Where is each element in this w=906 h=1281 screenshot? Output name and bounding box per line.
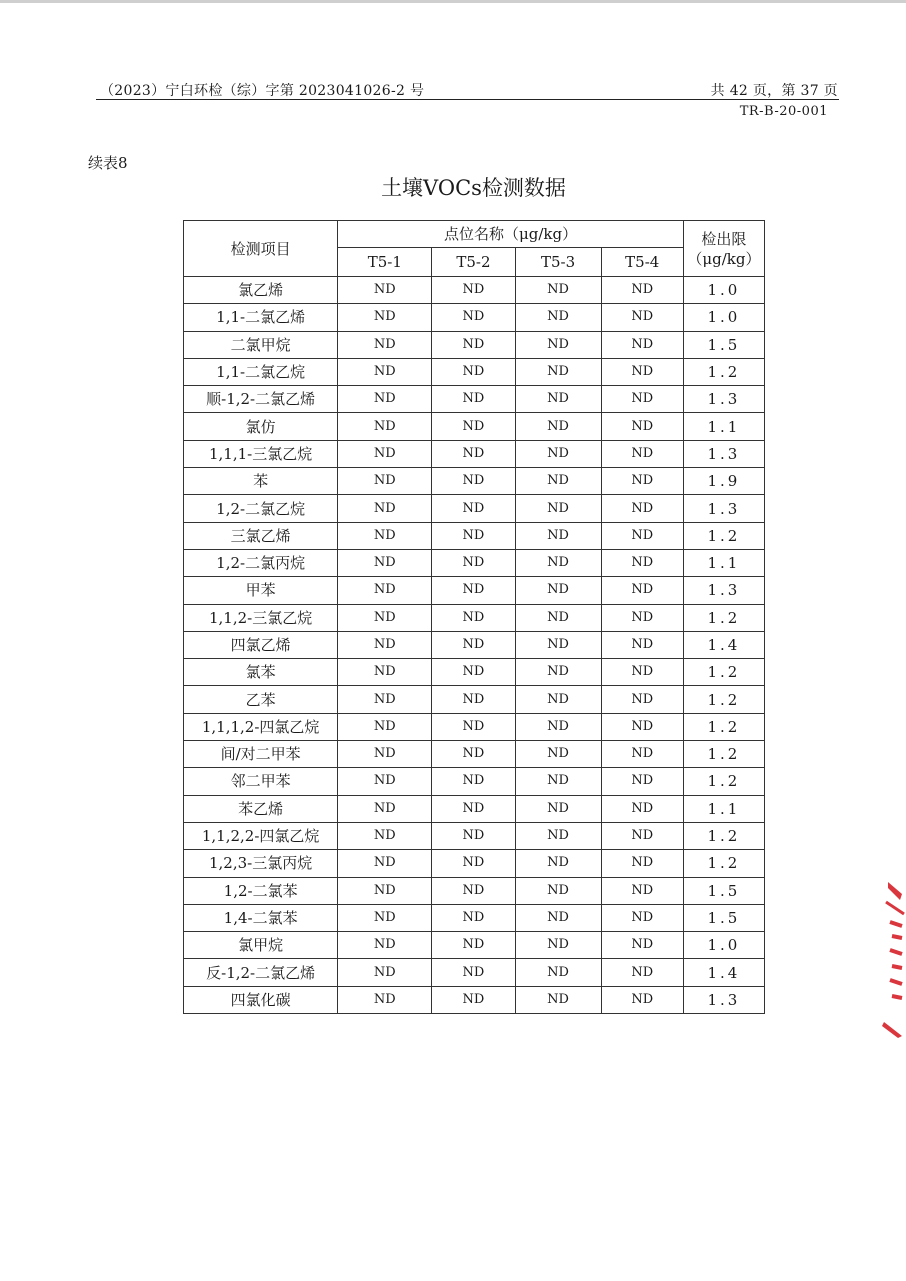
analyte-name: 氯甲烷	[184, 932, 338, 959]
result-value: ND	[601, 468, 683, 495]
table-row	[184, 468, 765, 495]
detection-limit: 1.3	[683, 577, 764, 604]
detection-limit: 1.5	[683, 877, 764, 904]
result-value: ND	[601, 877, 683, 904]
result-value: ND	[432, 604, 515, 631]
analyte-name: 甲苯	[184, 577, 338, 604]
table-row	[184, 932, 765, 959]
result-value: ND	[515, 795, 601, 822]
table-title: 土壤VOCs检测数据	[381, 176, 566, 200]
detection-limit: 1.3	[683, 986, 764, 1013]
analyte-name: 四氯乙烯	[184, 631, 338, 658]
result-value: ND	[338, 959, 432, 986]
table-row	[184, 604, 765, 631]
table-row	[184, 577, 765, 604]
result-value: ND	[515, 986, 601, 1013]
table-row	[184, 277, 765, 304]
result-value: ND	[338, 495, 432, 522]
result-value: ND	[601, 304, 683, 331]
result-value: ND	[432, 850, 515, 877]
result-value: ND	[432, 331, 515, 358]
result-value: ND	[338, 304, 432, 331]
analyte-name: 1,2-二氯苯	[184, 877, 338, 904]
detection-limit: 1.1	[683, 413, 764, 440]
detection-limit: 1.3	[683, 386, 764, 413]
table-row	[184, 877, 765, 904]
result-value: ND	[601, 277, 683, 304]
result-value: ND	[432, 741, 515, 768]
result-value: ND	[432, 304, 515, 331]
table-row	[184, 795, 765, 822]
result-value: ND	[515, 686, 601, 713]
result-value: ND	[432, 686, 515, 713]
table-row	[184, 904, 765, 931]
point-header: T5-4	[601, 248, 683, 277]
result-value: ND	[601, 577, 683, 604]
result-value: ND	[432, 386, 515, 413]
limit-header	[683, 221, 764, 277]
table-row	[184, 713, 765, 740]
result-value: ND	[432, 468, 515, 495]
item-header: 检测项目	[184, 221, 338, 277]
result-value: ND	[515, 358, 601, 385]
result-value: ND	[515, 604, 601, 631]
result-value: ND	[338, 440, 432, 467]
result-value: ND	[432, 768, 515, 795]
result-value: ND	[432, 659, 515, 686]
table-row	[184, 331, 765, 358]
result-value: ND	[515, 577, 601, 604]
analyte-name: 1,1,2-三氯乙烷	[184, 604, 338, 631]
result-value: ND	[432, 713, 515, 740]
analyte-name: 1,1-二氯乙烯	[184, 304, 338, 331]
table-row	[184, 959, 765, 986]
table-row	[184, 686, 765, 713]
result-value: ND	[601, 795, 683, 822]
result-value: ND	[601, 768, 683, 795]
result-value: ND	[432, 986, 515, 1013]
result-value: ND	[432, 822, 515, 849]
result-value: ND	[338, 659, 432, 686]
continued-table-label: 续表8	[88, 154, 128, 172]
result-value: ND	[338, 850, 432, 877]
analyte-name: 氯苯	[184, 659, 338, 686]
report-number: （2023）宁白环检（综）字第 2023041026-2 号	[100, 83, 425, 99]
detection-limit: 1.4	[683, 959, 764, 986]
analyte-name: 间/对二甲苯	[184, 741, 338, 768]
result-value: ND	[432, 522, 515, 549]
limit-header-line1: 检出限	[701, 229, 747, 248]
result-value: ND	[601, 331, 683, 358]
result-value: ND	[601, 904, 683, 931]
result-value: ND	[338, 577, 432, 604]
analyte-name: 1,1-二氯乙烷	[184, 358, 338, 385]
analyte-name: 三氯乙烯	[184, 522, 338, 549]
table-row	[184, 850, 765, 877]
result-value: ND	[432, 440, 515, 467]
result-value: ND	[515, 549, 601, 576]
table-body	[184, 277, 765, 1014]
result-value: ND	[515, 741, 601, 768]
result-value: ND	[601, 413, 683, 440]
result-value: ND	[515, 413, 601, 440]
result-value: ND	[338, 386, 432, 413]
analyte-name: 1,2-二氯丙烷	[184, 549, 338, 576]
result-value: ND	[515, 659, 601, 686]
point-header: T5-3	[515, 248, 601, 277]
result-value: ND	[515, 631, 601, 658]
table-row	[184, 822, 765, 849]
result-value: ND	[515, 495, 601, 522]
result-value: ND	[432, 413, 515, 440]
detection-limit: 1.2	[683, 850, 764, 877]
result-value: ND	[338, 768, 432, 795]
analyte-name: 1,1,2,2-四氯乙烷	[184, 822, 338, 849]
detection-limit: 1.2	[683, 822, 764, 849]
result-value: ND	[601, 713, 683, 740]
analyte-name: 苯	[184, 468, 338, 495]
analyte-name: 1,1,1-三氯乙烷	[184, 440, 338, 467]
scan-top-edge	[0, 0, 906, 3]
result-value: ND	[338, 277, 432, 304]
detection-limit: 1.2	[683, 686, 764, 713]
result-value: ND	[432, 795, 515, 822]
detection-limit: 1.4	[683, 631, 764, 658]
result-value: ND	[515, 386, 601, 413]
result-value: ND	[515, 277, 601, 304]
red-seal-stamp-edge	[880, 880, 906, 1040]
analyte-name: 顺-1,2-二氯乙烯	[184, 386, 338, 413]
detection-limit: 1.0	[683, 277, 764, 304]
result-value: ND	[515, 331, 601, 358]
document-code: TR-B-20-001	[739, 104, 828, 119]
table-row	[184, 386, 765, 413]
points-header: 点位名称（μg/kg）	[338, 221, 684, 248]
result-value: ND	[601, 850, 683, 877]
detection-limit: 1.1	[683, 795, 764, 822]
analyte-name: 氯乙烯	[184, 277, 338, 304]
detection-limit: 1.2	[683, 522, 764, 549]
result-value: ND	[601, 604, 683, 631]
analyte-name: 1,2,3-三氯丙烷	[184, 850, 338, 877]
result-value: ND	[338, 795, 432, 822]
result-value: ND	[515, 904, 601, 931]
result-value: ND	[432, 631, 515, 658]
detection-limit: 1.5	[683, 904, 764, 931]
result-value: ND	[338, 468, 432, 495]
table-row	[184, 522, 765, 549]
result-value: ND	[601, 358, 683, 385]
detection-limit: 1.2	[683, 713, 764, 740]
page-info: 共 42 页，第 37 页	[710, 83, 838, 99]
detection-limit: 1.2	[683, 604, 764, 631]
result-value: ND	[338, 713, 432, 740]
result-value: ND	[601, 986, 683, 1013]
detection-limit: 1.9	[683, 468, 764, 495]
result-value: ND	[515, 440, 601, 467]
result-value: ND	[515, 850, 601, 877]
detection-limit: 1.2	[683, 358, 764, 385]
analyte-name: 1,2-二氯乙烷	[184, 495, 338, 522]
result-value: ND	[601, 549, 683, 576]
analyte-name: 1,1,1,2-四氯乙烷	[184, 713, 338, 740]
result-value: ND	[338, 631, 432, 658]
result-value: ND	[338, 604, 432, 631]
table-row	[184, 768, 765, 795]
result-value: ND	[338, 904, 432, 931]
result-value: ND	[601, 822, 683, 849]
result-value: ND	[432, 495, 515, 522]
result-value: ND	[515, 522, 601, 549]
detection-limit: 1.0	[683, 932, 764, 959]
result-value: ND	[601, 386, 683, 413]
result-value: ND	[338, 549, 432, 576]
result-value: ND	[338, 413, 432, 440]
point-header: T5-2	[432, 248, 515, 277]
result-value: ND	[601, 440, 683, 467]
table-row	[184, 549, 765, 576]
table-row	[184, 413, 765, 440]
analyte-name: 1,4-二氯苯	[184, 904, 338, 931]
detection-limit: 1.2	[683, 768, 764, 795]
result-value: ND	[601, 932, 683, 959]
result-value: ND	[338, 877, 432, 904]
result-value: ND	[515, 932, 601, 959]
result-value: ND	[338, 522, 432, 549]
detection-limit: 1.3	[683, 495, 764, 522]
result-value: ND	[432, 877, 515, 904]
result-value: ND	[601, 495, 683, 522]
table-row	[184, 659, 765, 686]
detection-limit: 1.3	[683, 440, 764, 467]
result-value: ND	[432, 904, 515, 931]
header-divider	[96, 99, 839, 100]
result-value: ND	[338, 741, 432, 768]
limit-header-line2: （μg/kg）	[687, 249, 761, 268]
table-row	[184, 631, 765, 658]
result-value: ND	[432, 932, 515, 959]
analyte-name: 反-1,2-二氯乙烯	[184, 959, 338, 986]
result-value: ND	[601, 659, 683, 686]
table-row	[184, 986, 765, 1013]
result-value: ND	[601, 522, 683, 549]
analyte-name: 四氯化碳	[184, 986, 338, 1013]
result-value: ND	[601, 959, 683, 986]
analyte-name: 氯仿	[184, 413, 338, 440]
table-row	[184, 440, 765, 467]
result-value: ND	[432, 358, 515, 385]
detection-limit: 1.2	[683, 741, 764, 768]
analyte-name: 乙苯	[184, 686, 338, 713]
point-header: T5-1	[338, 248, 432, 277]
detection-limit: 1.1	[683, 549, 764, 576]
result-value: ND	[601, 741, 683, 768]
result-value: ND	[432, 549, 515, 576]
table-row	[184, 358, 765, 385]
result-value: ND	[338, 358, 432, 385]
result-value: ND	[432, 959, 515, 986]
result-value: ND	[338, 932, 432, 959]
result-value: ND	[338, 822, 432, 849]
result-value: ND	[338, 986, 432, 1013]
result-value: ND	[515, 768, 601, 795]
analyte-name: 邻二甲苯	[184, 768, 338, 795]
table-row	[184, 741, 765, 768]
result-value: ND	[432, 577, 515, 604]
result-value: ND	[432, 277, 515, 304]
result-value: ND	[515, 877, 601, 904]
analyte-name: 二氯甲烷	[184, 331, 338, 358]
detection-limit: 1.0	[683, 304, 764, 331]
result-value: ND	[601, 631, 683, 658]
detection-limit: 1.5	[683, 331, 764, 358]
result-value: ND	[515, 713, 601, 740]
result-value: ND	[338, 331, 432, 358]
table-row	[184, 304, 765, 331]
result-value: ND	[515, 959, 601, 986]
result-value: ND	[515, 304, 601, 331]
result-value: ND	[515, 822, 601, 849]
voc-data-table	[183, 220, 765, 1014]
result-value: ND	[601, 686, 683, 713]
result-value: ND	[338, 686, 432, 713]
table-row	[184, 495, 765, 522]
result-value: ND	[515, 468, 601, 495]
detection-limit: 1.2	[683, 659, 764, 686]
analyte-name: 苯乙烯	[184, 795, 338, 822]
